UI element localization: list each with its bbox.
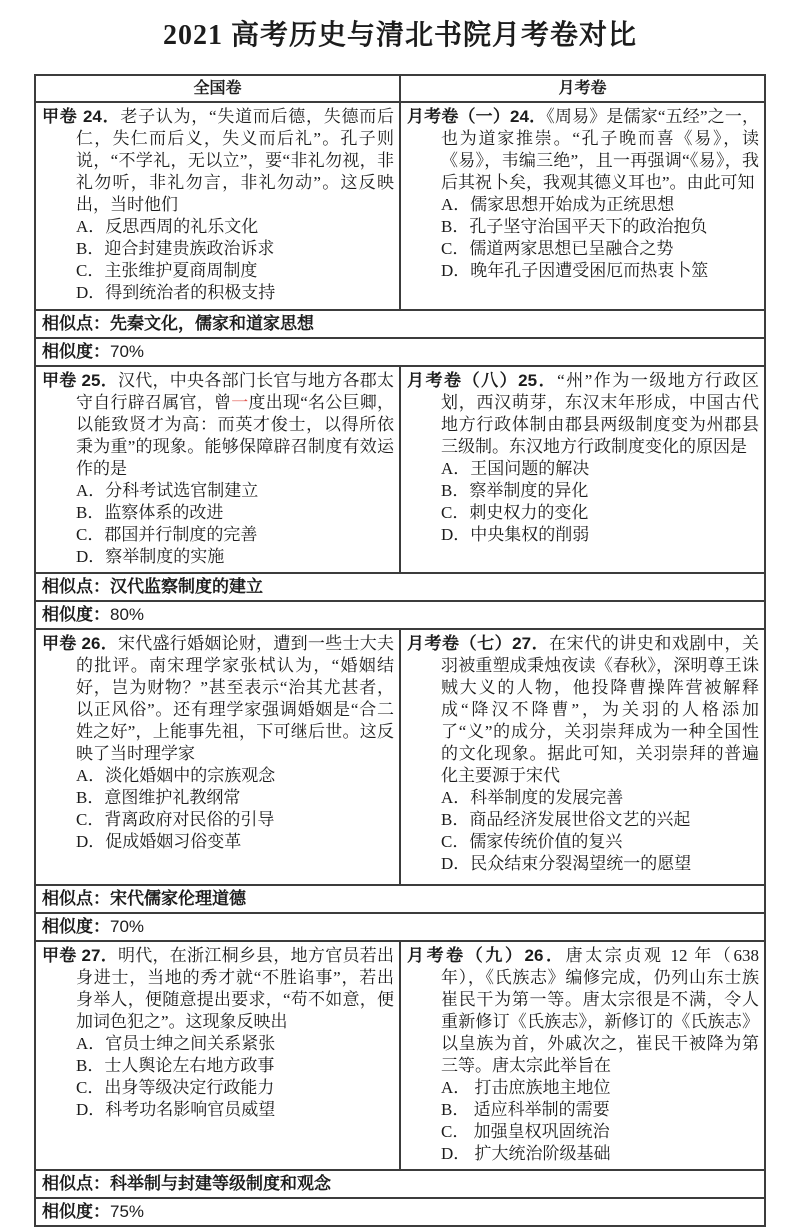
option-item: A．王国问题的解决 bbox=[441, 459, 590, 478]
question-text: “州”作为一级地方行政区划，西汉萌芽，东汉末年形成，中国古代地方行政体制由郡县两级制度变为州郡县三级制。东汉地方行政制度变化的原因是 bbox=[441, 371, 759, 456]
question-cell-monthly-25 bbox=[399, 367, 764, 572]
question-label: 甲卷 27． bbox=[42, 946, 118, 965]
question-label: 甲卷 26． bbox=[42, 634, 118, 653]
question-label: 月考卷（八）25． bbox=[407, 371, 558, 390]
option-item: C．儒道两家思想已呈融合之势 bbox=[441, 239, 674, 258]
option-item: D．促成婚姻习俗变革 bbox=[76, 832, 242, 851]
option-item: D．中央集权的削弱 bbox=[441, 525, 590, 544]
option-item: B．迎合封建贵族政治诉求 bbox=[76, 239, 275, 258]
option-item: B．士人舆论左右地方政事 bbox=[76, 1056, 275, 1075]
similarity-degree-label: 相似度： bbox=[42, 605, 110, 624]
option-item: C．出身等级决定行政能力 bbox=[76, 1078, 275, 1097]
question-text: 老子认为，“失道而后德，失德而后仁，失仁而后义，失义而后礼”。孔子则说，“不学礼，无以立”，要“非礼勿视，非礼勿听，非礼勿言，非礼勿动”。这反映出，当时他们 bbox=[76, 107, 394, 214]
similarity-point-row bbox=[36, 311, 764, 339]
similarity-point-row bbox=[36, 574, 764, 602]
option-item: B．孔子坚守治国平天下的政治抱负 bbox=[441, 217, 708, 236]
similarity-degree-row bbox=[36, 602, 764, 630]
question-text: 度出现“名公巨卿，以能致贤才为高：而英才俊士，以得所依秉为重”的现象。能够保障辟召制度有效运作的是 bbox=[76, 393, 395, 478]
similarity-degree-row bbox=[36, 1199, 764, 1225]
question-paragraph bbox=[407, 633, 759, 787]
question-paragraph bbox=[42, 945, 394, 1033]
highlighted-char: 一 bbox=[231, 393, 249, 412]
question-cell-national-24 bbox=[36, 103, 399, 309]
similarity-point-row bbox=[36, 1171, 764, 1199]
question-pair-row bbox=[36, 630, 764, 886]
similarity-point-value: 先秦文化，儒家和道家思想 bbox=[110, 314, 314, 333]
similarity-point-value: 汉代监察制度的建立 bbox=[110, 577, 263, 596]
option-item: D．民众结束分裂渴望统一的愿望 bbox=[441, 854, 692, 873]
option-item: B．商品经济发展世俗文艺的兴起 bbox=[441, 810, 691, 829]
similarity-point-label: 相似点： bbox=[42, 577, 110, 596]
column-header-national: 全国卷 bbox=[193, 80, 242, 97]
question-cell-national-27 bbox=[36, 942, 399, 1169]
similarity-degree-value: 70% bbox=[110, 917, 145, 936]
option-item: B．察举制度的异化 bbox=[441, 481, 589, 500]
option-item: D．得到统治者的积极支持 bbox=[76, 283, 276, 302]
question-text: 明代，在浙江桐乡县，地方官员若出身进士，当地的秀才就“不胜谄事”，若出身举人，便随意提出要求，“苟不如意，便加词色犯之”。这现象反映出 bbox=[76, 946, 395, 1031]
option-item: C． 加强皇权巩固统治 bbox=[441, 1122, 610, 1141]
question-paragraph bbox=[42, 106, 394, 216]
similarity-degree-label: 相似度： bbox=[42, 917, 110, 936]
question-cell-national-26 bbox=[36, 630, 399, 884]
option-item: C．刺史权力的变化 bbox=[441, 503, 589, 522]
similarity-point-label: 相似点： bbox=[42, 314, 110, 333]
option-item: A．官员士绅之间关系紧张 bbox=[76, 1034, 276, 1053]
option-item: B． 适应科举制的需要 bbox=[441, 1100, 610, 1119]
similarity-point-value: 科举制与封建等级制度和观念 bbox=[110, 1174, 331, 1193]
option-item: C．郡国并行制度的完善 bbox=[76, 525, 258, 544]
question-label: 月考卷（九）26． bbox=[407, 946, 566, 965]
question-label: 甲卷 25． bbox=[42, 371, 118, 390]
option-item: B．意图维护礼教纲常 bbox=[76, 788, 241, 807]
question-cell-monthly-26 bbox=[399, 942, 764, 1169]
similarity-degree-value: 80% bbox=[110, 605, 145, 624]
table-header-row bbox=[36, 76, 764, 103]
option-item: A．淡化婚姻中的宗族观念 bbox=[76, 766, 276, 785]
question-text: 汉代，中央各部门长官与地方各郡太守自行辟召属官，曾 bbox=[76, 371, 395, 412]
similarity-degree-row bbox=[36, 914, 764, 942]
similarity-degree-label: 相似度： bbox=[42, 1202, 110, 1221]
option-item: A．反思西周的礼乐文化 bbox=[76, 217, 259, 236]
option-item: C．背离政府对民俗的引导 bbox=[76, 810, 275, 829]
similarity-degree-value: 75% bbox=[110, 1202, 145, 1221]
option-item: D．科考功名影响官员威望 bbox=[76, 1100, 276, 1119]
question-pair-row bbox=[36, 942, 764, 1171]
similarity-point-label: 相似点： bbox=[42, 889, 110, 908]
question-pair-row bbox=[36, 367, 764, 574]
question-paragraph bbox=[407, 106, 759, 194]
question-paragraph bbox=[407, 945, 759, 1077]
question-text: 宋代盛行婚姻论财，遭到一些士大夫的批评。南宋理学家张栻认为，“婚姻结好，岂为财物？”甚至表示“治其尤甚者，以正风俗”。还有理学家强调婚姻是“合二姓之好”，上能事先祖，下可继后世。这反映了当时理学家 bbox=[76, 634, 395, 763]
question-label: 甲卷 24． bbox=[42, 107, 121, 126]
question-text: 唐太宗贞观 12 年（638 年），《氏族志》编修完成，仍列山东士族崔民干为第一等。唐太宗很是不满，令人重新修订《氏族志》，新修订的《氏族志》以皇族为首，外戚次之，崔民干被降为第三等。唐太宗此举旨在 bbox=[441, 946, 759, 1075]
option-item: D．察举制度的实施 bbox=[76, 547, 225, 566]
question-cell-monthly-24 bbox=[399, 103, 764, 309]
option-item: C．主张维护夏商周制度 bbox=[76, 261, 258, 280]
option-item: A．分科考试选官制建立 bbox=[76, 481, 259, 500]
option-item: B．监察体系的改进 bbox=[76, 503, 224, 522]
question-pair-row bbox=[36, 103, 764, 311]
comparison-table bbox=[34, 74, 766, 1227]
question-text: 在宋代的讲史和戏剧中，关羽被重塑成秉烛夜读《春秋》，深明尊王诛贼大义的人物，他投降曹操阵营被解释成“降汉不降曹”，为关羽的人格添加了“义”的成分，关羽崇拜成为一种全国性的文化现象。据此可知，关羽崇拜的普遍化主要源于宋代 bbox=[441, 634, 759, 785]
similarity-degree-label: 相似度： bbox=[42, 342, 110, 361]
option-item: A．儒家思想开始成为正统思想 bbox=[441, 195, 675, 214]
question-text: 《周易》是儒家“五经”之一，也为道家推崇。“孔子晚而喜《易》，读《易》，韦编三绝”，且一再强调“《易》，我后其祝卜矣，我观其德义耳也”。由此可知 bbox=[441, 107, 759, 192]
similarity-degree-value: 70% bbox=[110, 342, 145, 361]
question-label: 月考卷（一）24． bbox=[407, 107, 547, 126]
similarity-point-value: 宋代儒家伦理道德 bbox=[110, 889, 246, 908]
similarity-point-row bbox=[36, 886, 764, 914]
option-item: C．儒家传统价值的复兴 bbox=[441, 832, 623, 851]
option-item: A． 打击庶族地主地位 bbox=[441, 1078, 611, 1097]
option-item: A．科举制度的发展完善 bbox=[441, 788, 624, 807]
option-item: D．晚年孔子因遭受困厄而热衷卜筮 bbox=[441, 261, 709, 280]
similarity-degree-row bbox=[36, 339, 764, 367]
question-paragraph bbox=[42, 370, 394, 480]
similarity-point-label: 相似点： bbox=[42, 1174, 110, 1193]
page-title: 2021 高考历史与清北书院月考卷对比 bbox=[162, 20, 637, 51]
question-paragraph bbox=[407, 370, 759, 458]
option-item: D． 扩大统治阶级基础 bbox=[441, 1144, 611, 1163]
question-paragraph bbox=[42, 633, 394, 765]
question-cell-monthly-27 bbox=[399, 630, 764, 884]
column-header-monthly: 月考卷 bbox=[399, 76, 764, 101]
question-cell-national-25 bbox=[36, 367, 399, 572]
question-label: 月考卷（七）27． bbox=[407, 634, 550, 653]
